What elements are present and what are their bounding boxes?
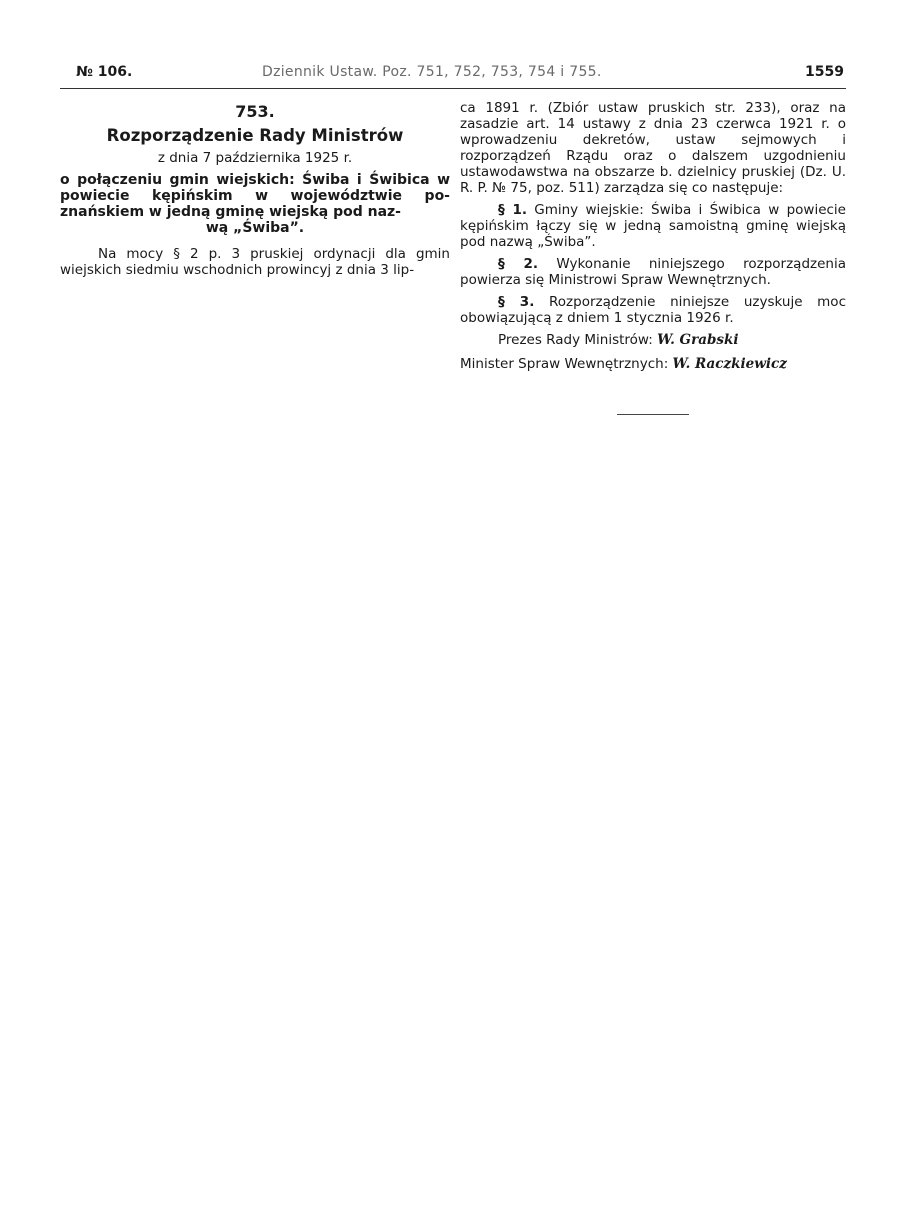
signature-name: W. Grabski — [657, 332, 739, 348]
issue-number: № 106. — [76, 64, 133, 80]
page-number: 1559 — [805, 64, 844, 80]
paragraph-3 — [460, 294, 846, 326]
paragraph-2 — [460, 256, 846, 288]
paragraph-text: Wykonanie niniejszego rozporządzenia powierza się Ministrowi Spraw Wewnętrznych. — [460, 256, 846, 288]
paragraph-mark: § 2. — [498, 256, 539, 272]
left-column — [60, 100, 450, 284]
subject-line: znańskiem w jedną gminę wiejską pod naz- — [60, 204, 401, 220]
act-title: Rozporządzenie Rady Ministrów — [106, 126, 404, 145]
paragraph-mark: § 3. — [498, 294, 535, 310]
paragraph-1 — [460, 202, 846, 250]
page-header — [72, 61, 844, 85]
paragraph-text: Gminy wiejskie: Świba i Świbica w powiecie kępińskim łączy się w jedną samoistną gminę wiejską pod nazwą „Świba”. — [460, 202, 846, 250]
signature-interior-minister — [460, 356, 846, 372]
signature-prime-minister — [460, 332, 846, 348]
act-date: z dnia 7 października 1925 r. — [157, 150, 353, 166]
preamble-left: Na mocy § 2 p. 3 pruskiej ordynacji dla gmin wiejskich siedmiu wschodnich prowincyj z dnia 3 lip- — [60, 246, 450, 278]
journal-reference: Dziennik Ustaw. Poz. 751, 752, 753, 754 i 755. — [262, 64, 602, 80]
act-subject — [60, 172, 450, 236]
subject-line: w powiecie kępińskim w województwie po- — [60, 172, 451, 204]
paragraph-text: Rozporządzenie niniejsze uzyskuje moc obowiązującą z dniem 1 stycznia 1926 r. — [460, 294, 846, 326]
right-column — [460, 100, 846, 372]
subject-line: o połączeniu gmin wiejskich: Świba i Świbica — [60, 172, 430, 188]
signature-role: Minister Spraw Wewnętrznych: — [460, 356, 669, 372]
signature-name: W. Raczkiewicz — [672, 356, 787, 372]
paragraph-mark: § 1. — [498, 202, 527, 218]
subject-line: wą „Świba”. — [205, 220, 305, 236]
end-rule — [617, 414, 689, 415]
act-number: 753. — [235, 102, 275, 121]
signature-role: Prezes Rady Ministrów: — [498, 332, 653, 348]
preamble-right: ca 1891 r. (Zbiór ustaw pruskich str. 233), oraz na zasadzie art. 14 ustawy z dnia 23 czerwca 1921 r. o wprowadzeniu dekretów, ustaw sejmowych i rozporządzeń Rządu oraz o dalszem uzgodnieniu ustawodawstwa na obszarze b. dzielnicy pruskiej (Dz. U. R. P. № 75, poz. 511) zarządza się co następuje: — [460, 100, 846, 196]
header-rule — [60, 88, 846, 89]
